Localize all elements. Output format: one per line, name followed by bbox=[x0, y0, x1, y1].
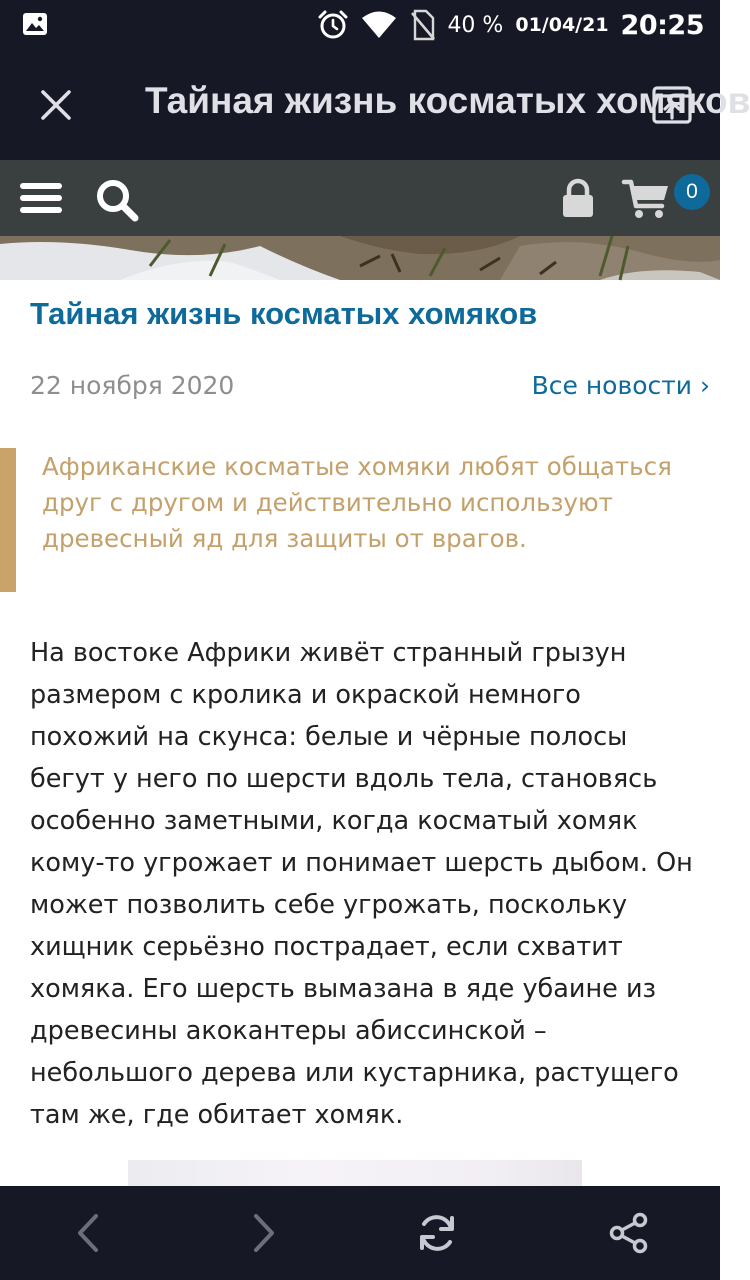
no-sim-icon bbox=[409, 9, 435, 41]
forward-icon[interactable] bbox=[242, 1212, 284, 1254]
article-title: Тайная жизнь косматых хомяков bbox=[30, 296, 538, 331]
gallery-icon bbox=[22, 12, 48, 36]
reload-icon[interactable] bbox=[416, 1212, 458, 1254]
close-icon[interactable] bbox=[38, 87, 74, 123]
cart-count-badge: 0 bbox=[674, 174, 710, 210]
status-date: 01/04/21 bbox=[515, 14, 609, 36]
lock-icon[interactable] bbox=[560, 178, 596, 218]
article-image bbox=[128, 1160, 582, 1186]
hero-image bbox=[0, 236, 720, 280]
wifi-icon bbox=[361, 10, 397, 40]
site-toolbar bbox=[0, 160, 720, 236]
search-icon[interactable] bbox=[95, 178, 139, 222]
article-lead: Африканские косматые хомяки любят общаться друг с другом и действительно используют древесный яд для защиты от врагов. bbox=[42, 452, 672, 553]
status-time: 20:25 bbox=[620, 9, 704, 41]
status-bar bbox=[0, 0, 720, 50]
alarm-icon bbox=[317, 9, 349, 41]
article-body: На востоке Африки живёт странный грызун размером с кролика и окраской немного похожий на скунса: белые и чёрные полосы бегут у него по шерсти вдоль тела, становясь особенно заметными, когда косматый хомяк кому-то угрожает и понимает шерсть дыбом. Он может позволить себе угрожать, поскольку хищник серьёзно пострадает, если схватит хомяка. Его шерсть вымазана в яде убаине из древесины акокантеры абиссинской – небольшого дерева или кустарника, растущего там же, где обитает хомяк. bbox=[30, 638, 693, 1130]
lead-accent-bar bbox=[0, 448, 16, 592]
back-icon[interactable] bbox=[68, 1212, 110, 1254]
app-bar-title: Тайная жизнь косматых хомяков bbox=[145, 80, 750, 121]
cart-icon[interactable] bbox=[622, 178, 670, 220]
article-date: 22 ноября 2020 bbox=[30, 371, 235, 400]
battery-percent: 40 % bbox=[447, 12, 504, 38]
share-icon[interactable] bbox=[608, 1212, 650, 1254]
bottom-nav-bar bbox=[0, 1186, 720, 1280]
open-in-browser-icon[interactable] bbox=[652, 86, 692, 124]
app-bar bbox=[0, 50, 750, 160]
menu-icon[interactable] bbox=[20, 180, 62, 216]
all-news-link[interactable]: Все новости › bbox=[531, 371, 710, 400]
